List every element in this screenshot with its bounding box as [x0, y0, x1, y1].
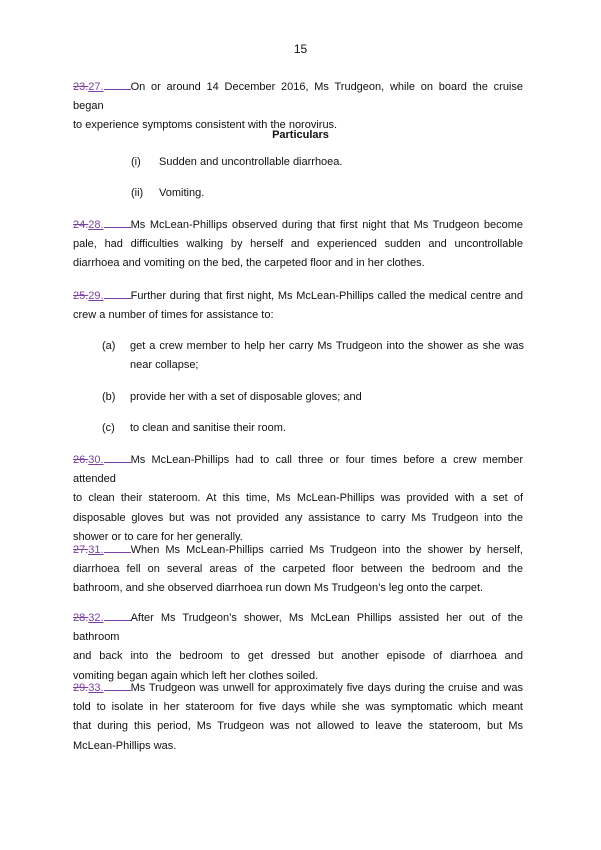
paragraph-line: and back into the bedroom to get dressed but another episode of diarrhoea and: [73, 650, 523, 663]
paragraph-line: bathroom, and she observed diarrhoea run down Ms Trudgeon’s leg onto the carpet.: [73, 582, 484, 595]
item-text: get a crew member to help her carry Ms Trudgeon into the shower as she was near collapse;: [130, 340, 524, 371]
paragraph-line: crew a number of times for assistance to:: [73, 309, 274, 322]
paragraph-number-deleted: 29.: [73, 682, 89, 694]
paragraph-33: [73, 679, 523, 756]
item-text: Vomiting.: [159, 187, 205, 199]
paragraph-line: to clean their stateroom. At this time, Ms McLean-Phillips was provided with a set of: [73, 492, 523, 505]
tab-underline: [104, 288, 131, 299]
tab-underline: [104, 452, 131, 463]
paragraph-line: that during this period, Ms Trudgeon was not allowed to leave the stateroom, but Ms: [73, 720, 523, 733]
paragraph-number-deleted: 23.: [73, 81, 89, 93]
tab-underline: [104, 217, 131, 228]
page-number: 15: [293, 42, 308, 56]
paragraph-line: 27.31. When Ms McLean-Phillips carried Ms Trudgeon into the shower by herself,: [73, 544, 523, 556]
paragraph-line: shower or to care for her generally.: [73, 530, 243, 543]
particulars-heading: Particulars: [272, 129, 329, 141]
tab-underline: [104, 542, 131, 553]
paragraph-number-deleted: 27.: [73, 544, 89, 556]
item-label: (c): [102, 422, 115, 434]
paragraph-line: diarrhoea and vomiting on the bed, the carpeted floor and in her clothes.: [73, 257, 425, 270]
paragraph-line: 29.33. Ms Trudgeon was unwell for approximately five days during the cruise and was: [73, 682, 523, 694]
paragraph-30: [73, 451, 523, 547]
paragraph-number-inserted: 29.: [88, 290, 104, 302]
item-label: (ii): [131, 187, 144, 199]
paragraph-line: disposable gloves but was not provided any assistance to carry Ms Trudgeon into the: [73, 511, 523, 524]
tab-underline: [104, 79, 131, 90]
item-text: Sudden and uncontrollable diarrhoea.: [159, 156, 343, 168]
paragraph-line: McLean-Phillips was.: [73, 739, 177, 752]
item-label: (b): [102, 391, 116, 403]
paragraph-number-inserted: 33.: [88, 682, 104, 694]
paragraph-number-deleted: 25.: [73, 290, 89, 302]
paragraph-line: 24.28. Ms McLean-Phillips observed during that first night that Ms Trudgeon become: [73, 219, 523, 231]
paragraph-line: 26.30. Ms McLean-Phillips had to call three or four times before a crew member attended: [73, 454, 523, 486]
paragraph-number-inserted: 32.: [88, 612, 104, 624]
paragraph-28: [73, 216, 523, 274]
paragraph-number-inserted: 27.: [88, 81, 104, 93]
item-text: to clean and sanitise their room.: [130, 422, 286, 434]
paragraph-32: [73, 609, 523, 686]
paragraph-number-deleted: 24.: [73, 219, 89, 231]
tab-underline: [104, 680, 131, 691]
paragraph-31: [73, 541, 523, 599]
item-label: (i): [131, 156, 141, 168]
paragraph-number-inserted: 31.: [88, 544, 104, 556]
paragraph-line: pale, had difficulties walking by herself and experienced sudden and uncontrollable: [73, 238, 523, 251]
paragraph-number-deleted: 28.: [73, 612, 89, 624]
paragraph-27: [73, 78, 523, 136]
paragraph-line: vomiting began again which left her clothes soiled.: [73, 669, 319, 682]
paragraph-line: diarrhoea fell on several areas of the carpeted floor between the bedroom and the: [73, 563, 523, 576]
tab-underline: [104, 610, 131, 621]
paragraph-line: told to isolate in her stateroom for five days while she was symptomatic which meant: [73, 701, 523, 714]
paragraph-line: 25.29. Further during that first night, Ms McLean-Phillips called the medical centre and: [73, 290, 523, 302]
item-text: provide her with a set of disposable gloves; and: [130, 391, 362, 403]
paragraph-number-inserted: 28.: [88, 219, 104, 231]
paragraph-line: 28.32. After Ms Trudgeon’s shower, Ms McLean Phillips assisted her out of the bathroom: [73, 612, 523, 644]
item-label: (a): [102, 340, 116, 352]
paragraph-number-deleted: 26.: [73, 454, 89, 466]
paragraph-line: 23.27. On or around 14 December 2016, Ms Trudgeon, while on board the cruise began: [73, 81, 523, 113]
paragraph-29: [73, 287, 523, 325]
paragraph-number-inserted: 30.: [88, 454, 104, 466]
paragraph-line: to experience symptoms consistent with the norovirus.: [73, 119, 338, 132]
